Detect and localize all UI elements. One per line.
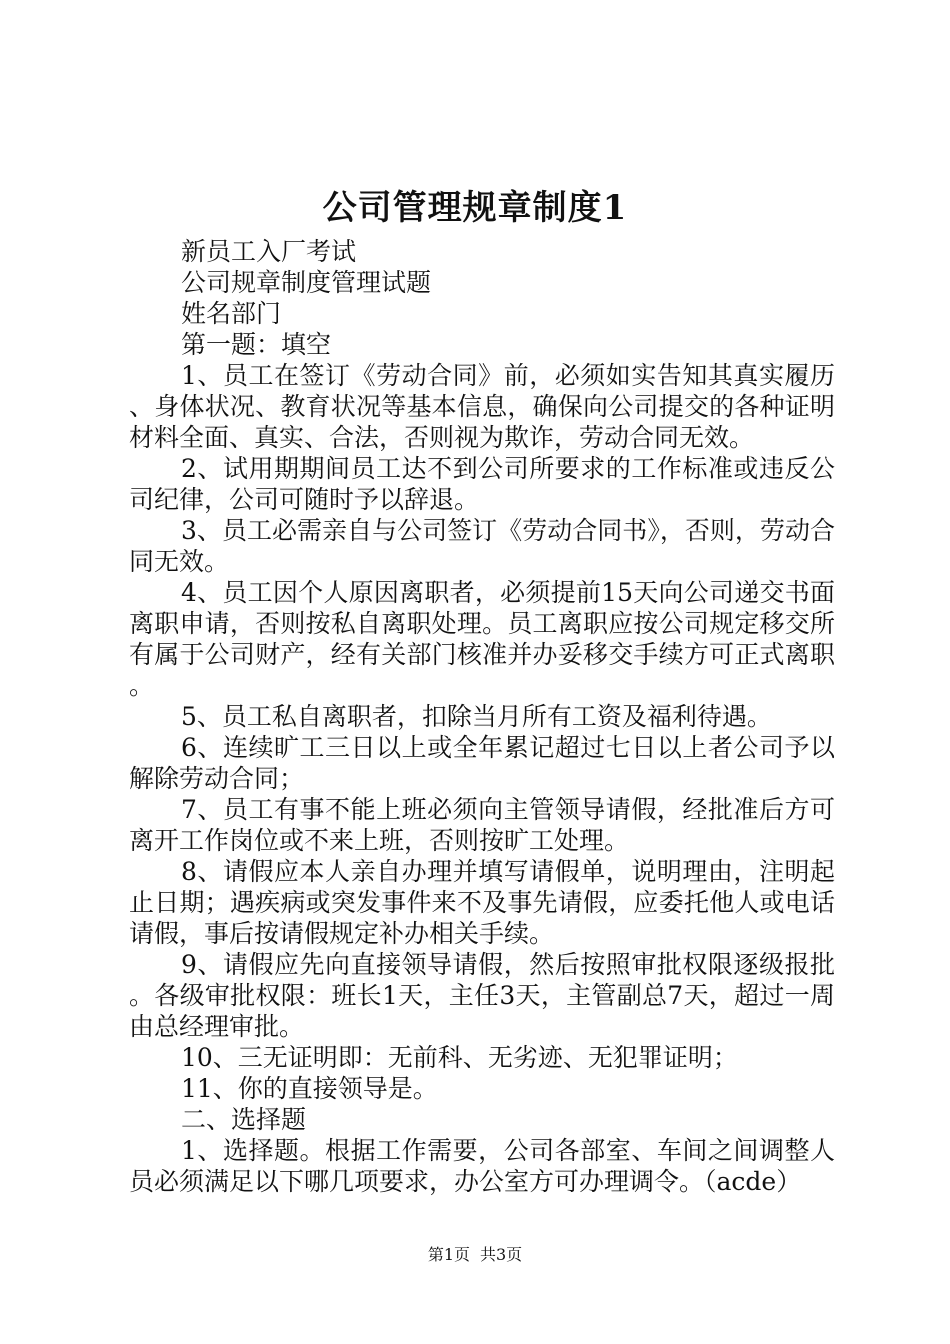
section-heading-fill-blank: 第一题：填空 [181, 330, 332, 359]
question-paragraph: 5、员工私自离职者，扣除当月所有工资及福利待遇。 [181, 702, 772, 731]
question-paragraph: 6、连续旷工三日以上或全年累记超过七日以上者公司予以解除劳动合同； [129, 733, 835, 793]
document-body [129, 236, 835, 1197]
page-footer [0, 1244, 950, 1266]
question-paragraph: 9、请假应先向直接领导请假，然后按照审批权限逐级报批。各级审批权限：班长1天，主任3天，主管副总7天，超过一周由总经理审批。 [129, 950, 835, 1041]
page-total: 共3页 [480, 1245, 523, 1264]
question-paragraph: 1、员工在签订《劳动合同》前，必须如实告知其真实履历、身体状况、教育状况等基本信息，确保向公司提交的各种证明材料全面、真实、合法，否则视为欺诈，劳动合同无效。 [129, 361, 835, 452]
exam-heading: 新员工入厂考试 [181, 237, 357, 266]
question-paragraph: 10、三无证明即：无前科、无劣迹、无犯罪证明； [181, 1043, 738, 1072]
question-paragraph: 1、选择题。根据工作需要，公司各部室、车间之间调整人员必须满足以下哪几项要求，办公室方可办理调令。（acde） [129, 1136, 835, 1196]
name-department-line: 姓名部门 [181, 299, 282, 328]
exam-subtitle: 公司规章制度管理试题 [181, 268, 432, 297]
question-paragraph: 3、员工必需亲自与公司签订《劳动合同书》，否则，劳动合同无效。 [129, 516, 835, 576]
page-number: 第1页 [427, 1245, 470, 1264]
question-paragraph: 11、你的直接领导是。 [181, 1074, 438, 1103]
question-paragraph: 2、试用期期间员工达不到公司所要求的工作标准或违反公司纪律，公司可随时予以辞退。 [129, 454, 835, 514]
question-paragraph: 4、员工因个人原因离职者，必须提前15天向公司递交书面离职申请，否则按私自离职处理。员工离职应按公司规定移交所有属于公司财产，经有关部门核准并办妥移交手续方可正式离职。 [129, 578, 835, 700]
section-heading-multiple-choice: 二、选择题 [181, 1105, 307, 1134]
question-paragraph: 7、员工有事不能上班必须向主管领导请假，经批准后方可离开工作岗位或不来上班，否则按旷工处理。 [129, 795, 835, 855]
document-title: 公司管理规章制度1 [322, 188, 628, 228]
question-paragraph: 8、请假应本人亲自办理并填写请假单，说明理由，注明起止日期；遇疾病或突发事件来不及事先请假，应委托他人或电话请假，事后按请假规定补办相关手续。 [129, 857, 835, 948]
